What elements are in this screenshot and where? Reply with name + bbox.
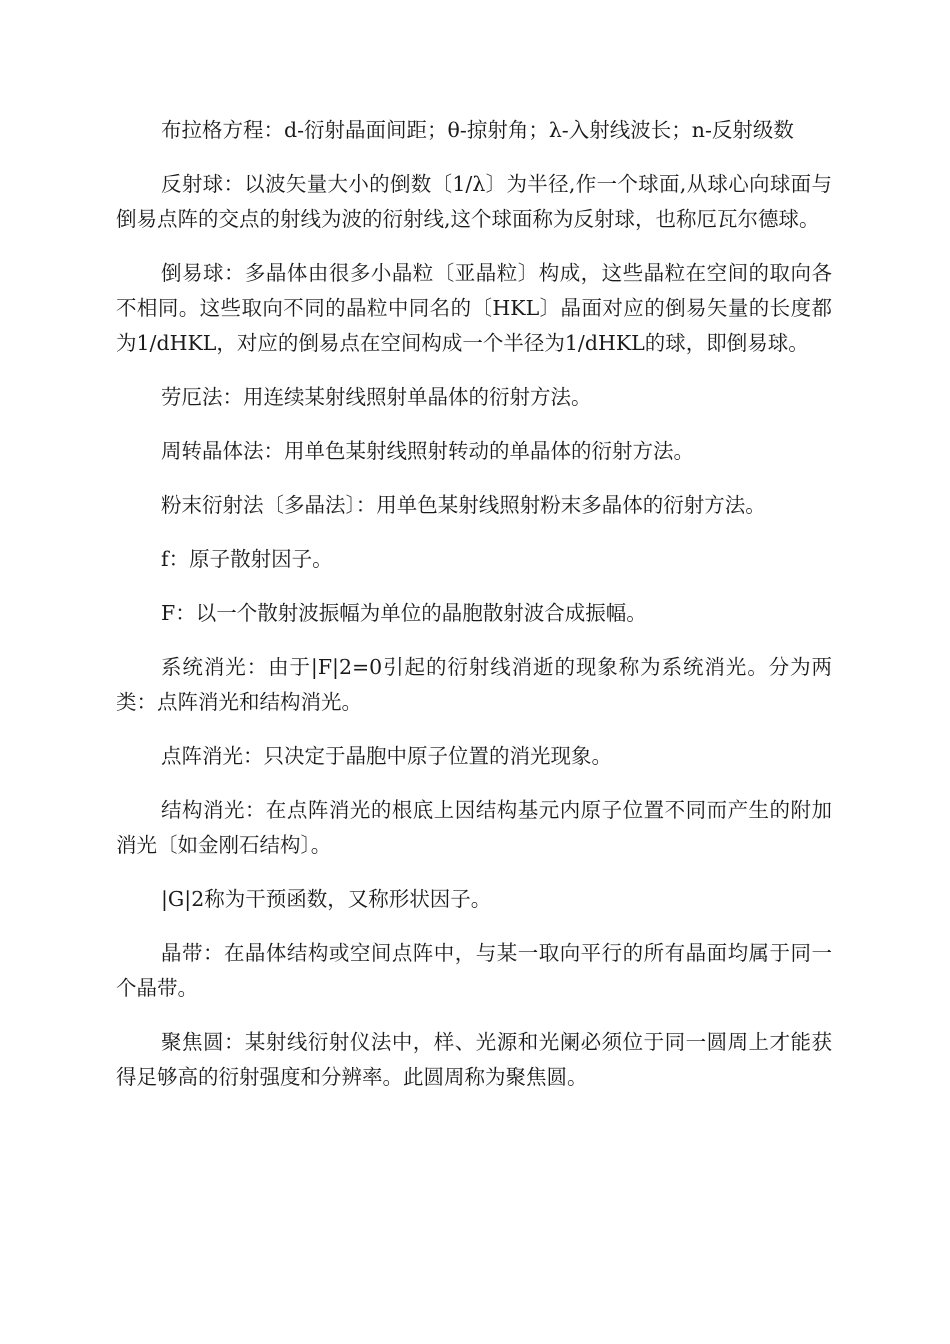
paragraph-rotating-crystal-method: 周转晶体法：用单色某射线照射转动的单晶体的衍射方法。 xyxy=(161,439,694,463)
paragraph-laue-method: 劳厄法：用连续某射线照射单晶体的衍射方法。 xyxy=(161,385,592,409)
paragraph-lattice-extinction: 点阵消光：只决定于晶胞中原子位置的消光现象。 xyxy=(161,744,612,768)
paragraph-systematic-extinction: 系统消光：由于|F|2=0引起的衍射线消逝的现象称为系统消光。分为两类：点阵消光和结构消光。 xyxy=(116,655,832,714)
paragraph-reciprocal-sphere: 倒易球：多晶体由很多小晶粒〔亚晶粒〕构成，这些晶粒在空间的取向各不相同。这些取向不同的晶粒中同名的〔HKL〕晶面对应的倒易矢量的长度都为1/dHKL，对应的倒易点在空间构成一个半径为1/dHKL的球，即倒易球。 xyxy=(116,261,832,355)
paragraph-bragg-equation: 布拉格方程：d-衍射晶面间距；θ-掠射角；λ-入射线波长；n-反射级数 xyxy=(161,118,794,142)
paragraph-structure-factor: F：以一个散射波振幅为单位的晶胞散射波合成振幅。 xyxy=(161,601,647,625)
paragraph-atomic-scattering-factor: f：原子散射因子。 xyxy=(161,547,333,571)
paragraph-interference-function: |G|2称为干预函数，又称形状因子。 xyxy=(161,887,492,911)
paragraph-structure-extinction: 结构消光：在点阵消光的根底上因结构基元内原子位置不同而产生的附加消光〔如金刚石结构〕。 xyxy=(116,798,832,857)
paragraph-powder-diffraction: 粉末衍射法〔多晶法〕：用单色某射线照射粉末多晶体的衍射方法。 xyxy=(161,493,766,517)
document-page xyxy=(116,113,832,1114)
paragraph-focusing-circle: 聚焦圆：某射线衍射仪法中，样、光源和光阑必须位于同一圆周上才能获得足够高的衍射强度和分辨率。此圆周称为聚焦圆。 xyxy=(116,1030,832,1089)
paragraph-reflection-sphere: 反射球：以波矢量大小的倒数〔1/λ〕为半径,作一个球面,从球心向球面与倒易点阵的交点的射线为波的衍射线,这个球面称为反射球，也称厄瓦尔德球。 xyxy=(116,172,832,231)
paragraph-crystal-zone: 晶带：在晶体结构或空间点阵中，与某一取向平行的所有晶面均属于同一个晶带。 xyxy=(116,941,832,1000)
